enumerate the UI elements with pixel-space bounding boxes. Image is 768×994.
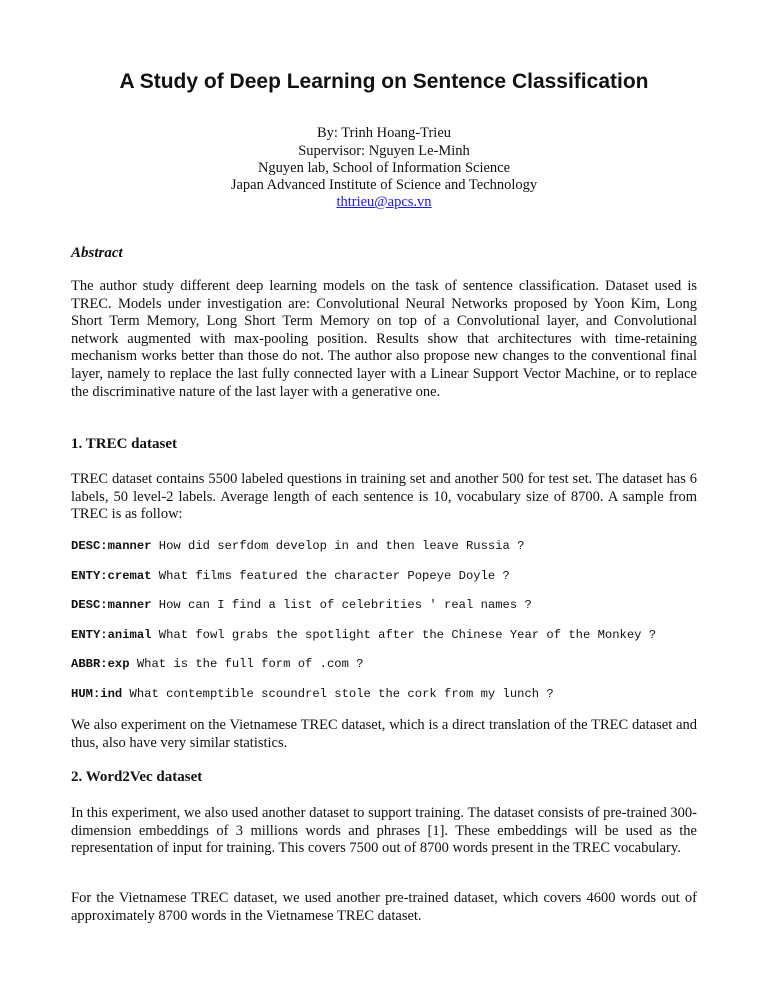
- paper-title: A Study of Deep Learning on Sentence Classification: [119, 70, 649, 93]
- email-link[interactable]: thtrieu@apcs.vn: [336, 194, 432, 210]
- institute-line: Japan Advanced Institute of Science and Technology: [230, 177, 538, 193]
- lab-line: Nguyen lab, School of Information Science: [257, 160, 511, 176]
- trec-sample-4: [71, 628, 656, 642]
- trec-sample-2: [71, 569, 510, 583]
- section-2-para-2: For the Vietnamese TREC dataset, we used another pre-trained dataset, which covers 4600 words out of approximately 8700 words in the Vietnamese TREC dataset.: [71, 890, 697, 924]
- section-1-outro: We also experiment on the Vietnamese TREC dataset, which is a direct translation of the TREC dataset and thus, also have very similar statistics.: [71, 717, 697, 751]
- sample-question: What fowl grabs the spotlight after the Chinese Year of the Monkey ?: [151, 628, 657, 642]
- sample-question: What contemptible scoundrel stole the cork from my lunch ?: [122, 687, 554, 701]
- sample-label: ENTY:animal: [71, 628, 152, 642]
- sample-question: What is the full form of .com ?: [129, 657, 364, 671]
- email-line: [0, 193, 768, 211]
- supervisor-line: Supervisor: Nguyen Le-Minh: [298, 143, 470, 159]
- sample-label: ENTY:cremat: [71, 569, 152, 583]
- abstract-heading: Abstract: [71, 245, 123, 261]
- sample-label: DESC:manner: [71, 539, 152, 553]
- sample-label: DESC:manner: [71, 598, 152, 612]
- abstract-text: The author study different deep learning models on the task of sentence classification. Dataset used is TREC. Models under investigation are: Convolutional Neural Networks proposed by Yoon Kim, Long Short Term Memory, Long Short Term Memory on top of a Convolutional layer, and Convolutional network augmented with max-pooling position. Results show that architectures with time-retaining mechanism works better than those do not. The author also propose new changes to the conventional final layer, namely to replace the last fully connected layer with a Linear Support Vector Machine, or to replace the discriminative nature of the last layer with a generative one.: [71, 278, 697, 400]
- section-1-intro: TREC dataset contains 5500 labeled questions in training set and another 500 for test set. The dataset has 6 labels, 50 level-2 labels. Average length of each sentence is 10, vocabulary size of 8700. A sample from TREC is as follow:: [71, 471, 697, 523]
- trec-sample-1: [71, 539, 524, 553]
- trec-sample-6: [71, 687, 554, 701]
- section-2-para-1: In this experiment, we also used another dataset to support training. The dataset consists of pre-trained 300-dimension embeddings of 3 millions words and phrases [1]. These embeddings will be used as the representation of input for training. This covers 7500 out of 8700 words present in the TREC vocabulary.: [71, 805, 697, 857]
- author-line: By: Trinh Hoang-Trieu: [316, 125, 452, 141]
- section-1-heading: 1. TREC dataset: [71, 436, 177, 452]
- sample-question: How can I find a list of celebrities ' real names ?: [151, 598, 532, 612]
- section-2-heading: 2. Word2Vec dataset: [71, 769, 203, 785]
- sample-question: How did serfdom develop in and then leave Russia ?: [151, 539, 525, 553]
- sample-label: ABBR:exp: [71, 657, 130, 671]
- trec-sample-3: [71, 598, 532, 612]
- trec-sample-5: [71, 657, 364, 671]
- sample-label: HUM:ind: [71, 687, 123, 701]
- sample-question: What films featured the character Popeye Doyle ?: [151, 569, 510, 583]
